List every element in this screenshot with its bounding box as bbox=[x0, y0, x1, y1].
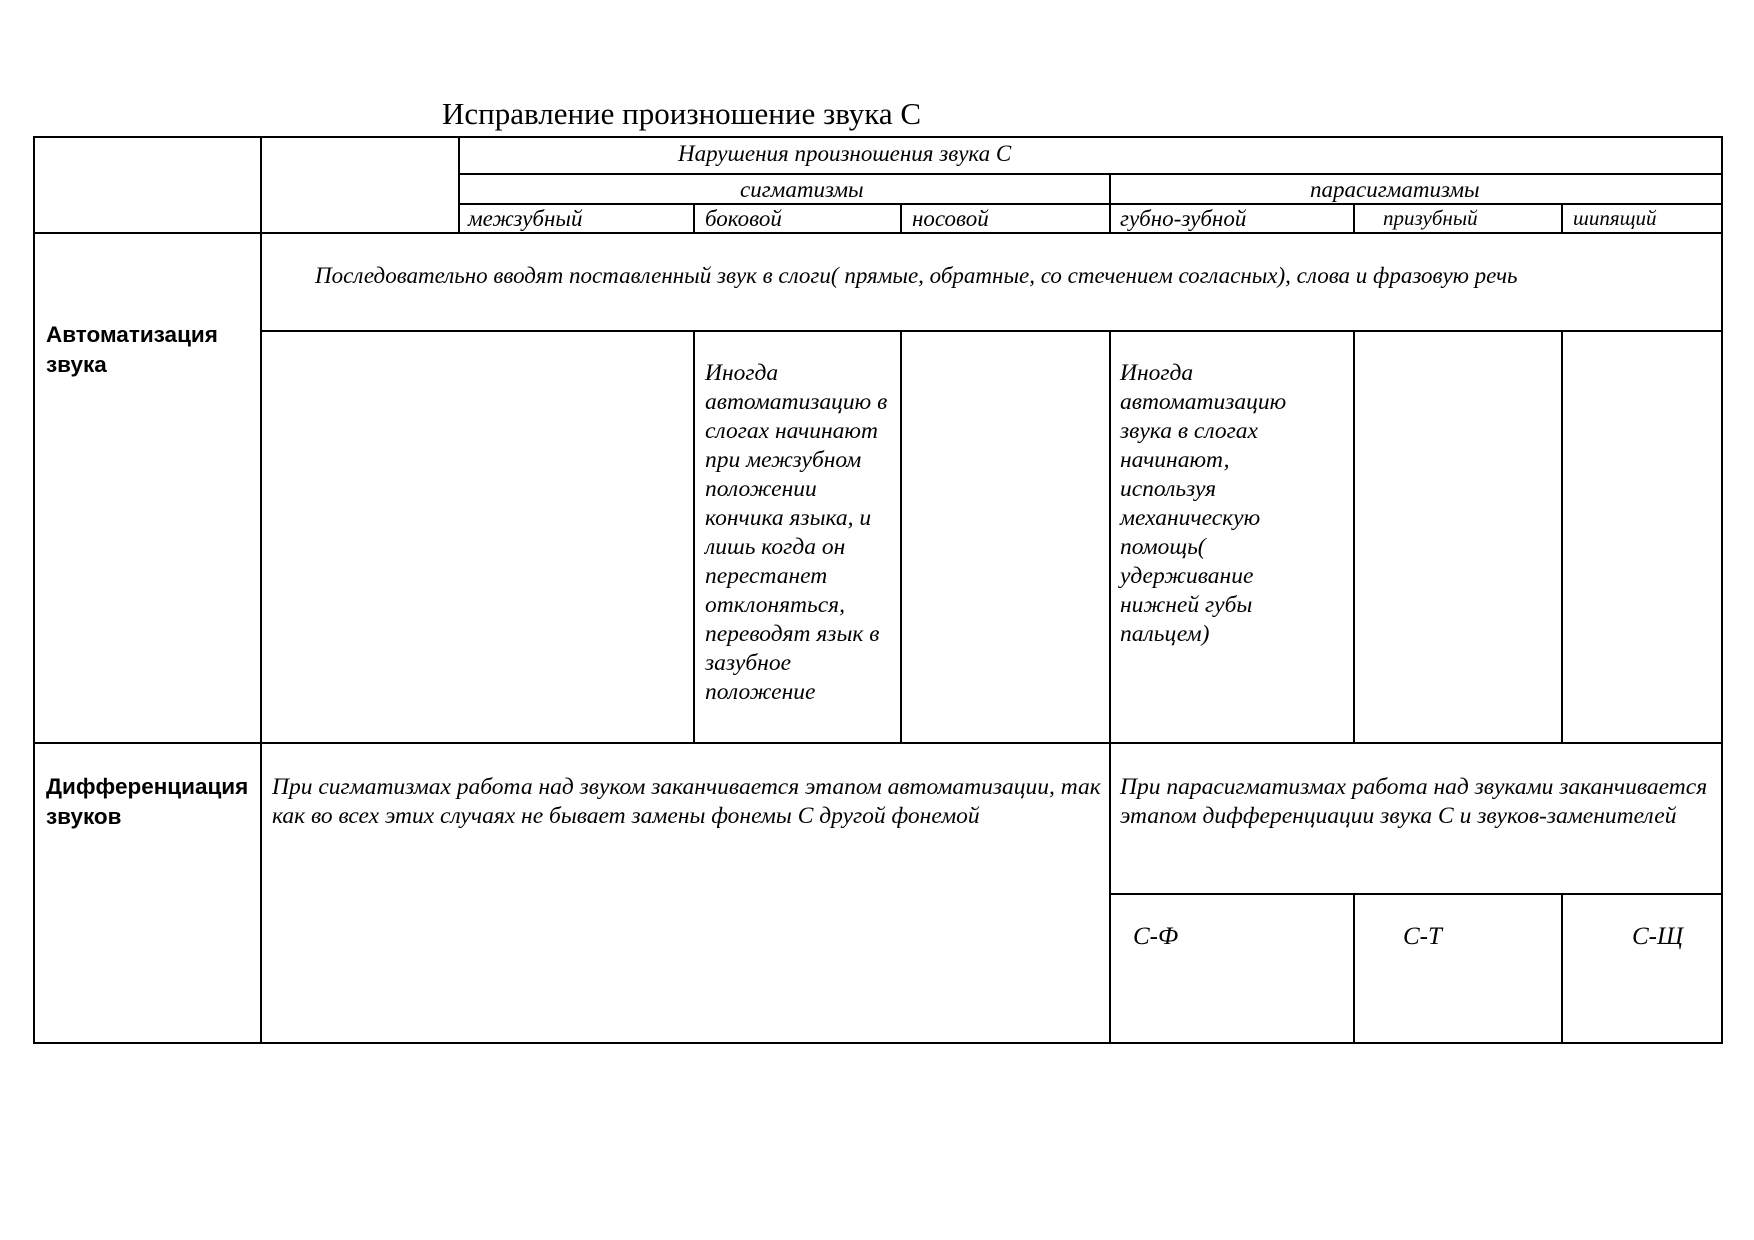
automation-common-note: Последовательно вводят поставленный звук в слоги( прямые, обратные, со стечением согласных), слова и фразовую речь bbox=[315, 263, 1518, 288]
col-rule-lateral bbox=[693, 330, 695, 744]
pair-s-t: С-Т bbox=[1403, 923, 1442, 950]
table-border-left bbox=[33, 136, 35, 1044]
col-rule-dental-pairs bbox=[1353, 893, 1355, 1044]
col-rule-hissing bbox=[1561, 330, 1563, 744]
header-rule-bottom bbox=[33, 232, 1723, 234]
header-group-title: Нарушения произношения звука С bbox=[678, 141, 1012, 166]
col-rule-nasal-header bbox=[900, 203, 902, 234]
header-type-dental: призубный bbox=[1383, 206, 1478, 230]
col-rule-hissing-header bbox=[1561, 203, 1563, 234]
page-title: Исправление произношение звука С bbox=[442, 96, 922, 131]
col-rule-hissing-pairs bbox=[1561, 893, 1563, 1044]
automation-lateral-note: Иногда автоматизацию в слогах начинают при межзубном положении кончика языка, и лишь когда он перестанет отклоняться, переводят язык в зазубное положение bbox=[705, 360, 888, 705]
table-border-bottom bbox=[33, 1042, 1723, 1044]
table-border-right bbox=[1721, 136, 1723, 1044]
header-rule-group bbox=[458, 173, 1723, 175]
row-rule-automation bbox=[33, 742, 1723, 744]
differentiation-parasigmatism-note: При парасигматизмах работа над звуками заканчивается этапом дифференциации звука С и звуков-заменителей bbox=[1120, 774, 1708, 829]
col-rule-lateral-header bbox=[693, 203, 695, 234]
col-rule-dental bbox=[1353, 330, 1355, 744]
header-rule-subgroup bbox=[458, 203, 1723, 205]
col-rule-nasal bbox=[900, 330, 902, 744]
label-column-rule bbox=[260, 136, 262, 1044]
header-type-lateral: боковой bbox=[705, 206, 782, 231]
pair-s-f: С-Ф bbox=[1133, 923, 1179, 950]
header-type-labiodental: губно-зубной bbox=[1120, 206, 1247, 231]
row-label-differentiation: Дифференциация звуков bbox=[46, 774, 249, 829]
header-parasigmatism: парасигматизмы bbox=[1310, 177, 1480, 202]
header-type-hissing: шипящий bbox=[1573, 206, 1657, 230]
differentiation-sigmatism-note: При сигматизмах работа над звуком заканчивается этапом автоматизации, так как во всех этих случаях не бывает замены фонемы С другой фонемой bbox=[272, 774, 1101, 829]
automation-inner-rule bbox=[260, 330, 1723, 332]
header-type-interdental: межзубный bbox=[468, 206, 583, 231]
header-type-nasal: носовой bbox=[912, 206, 989, 231]
header-sigmatism: сигматизмы bbox=[740, 177, 864, 202]
col-rule-labiodental-header bbox=[1109, 173, 1111, 234]
pair-s-shch: С-Щ bbox=[1632, 923, 1684, 950]
header-blank-rule bbox=[458, 136, 460, 234]
col-rule-dental-header bbox=[1353, 203, 1355, 234]
differentiation-inner-rule bbox=[1109, 893, 1723, 895]
row-label-automation: Автоматизация звука bbox=[46, 322, 218, 377]
col-rule-labiodental bbox=[1109, 330, 1111, 1044]
table-border-top bbox=[33, 136, 1723, 138]
automation-labiodental-note: Иногда автоматизацию звука в слогах начинают, используя механическую помощь( удерживание нижней губы пальцем) bbox=[1120, 360, 1287, 647]
